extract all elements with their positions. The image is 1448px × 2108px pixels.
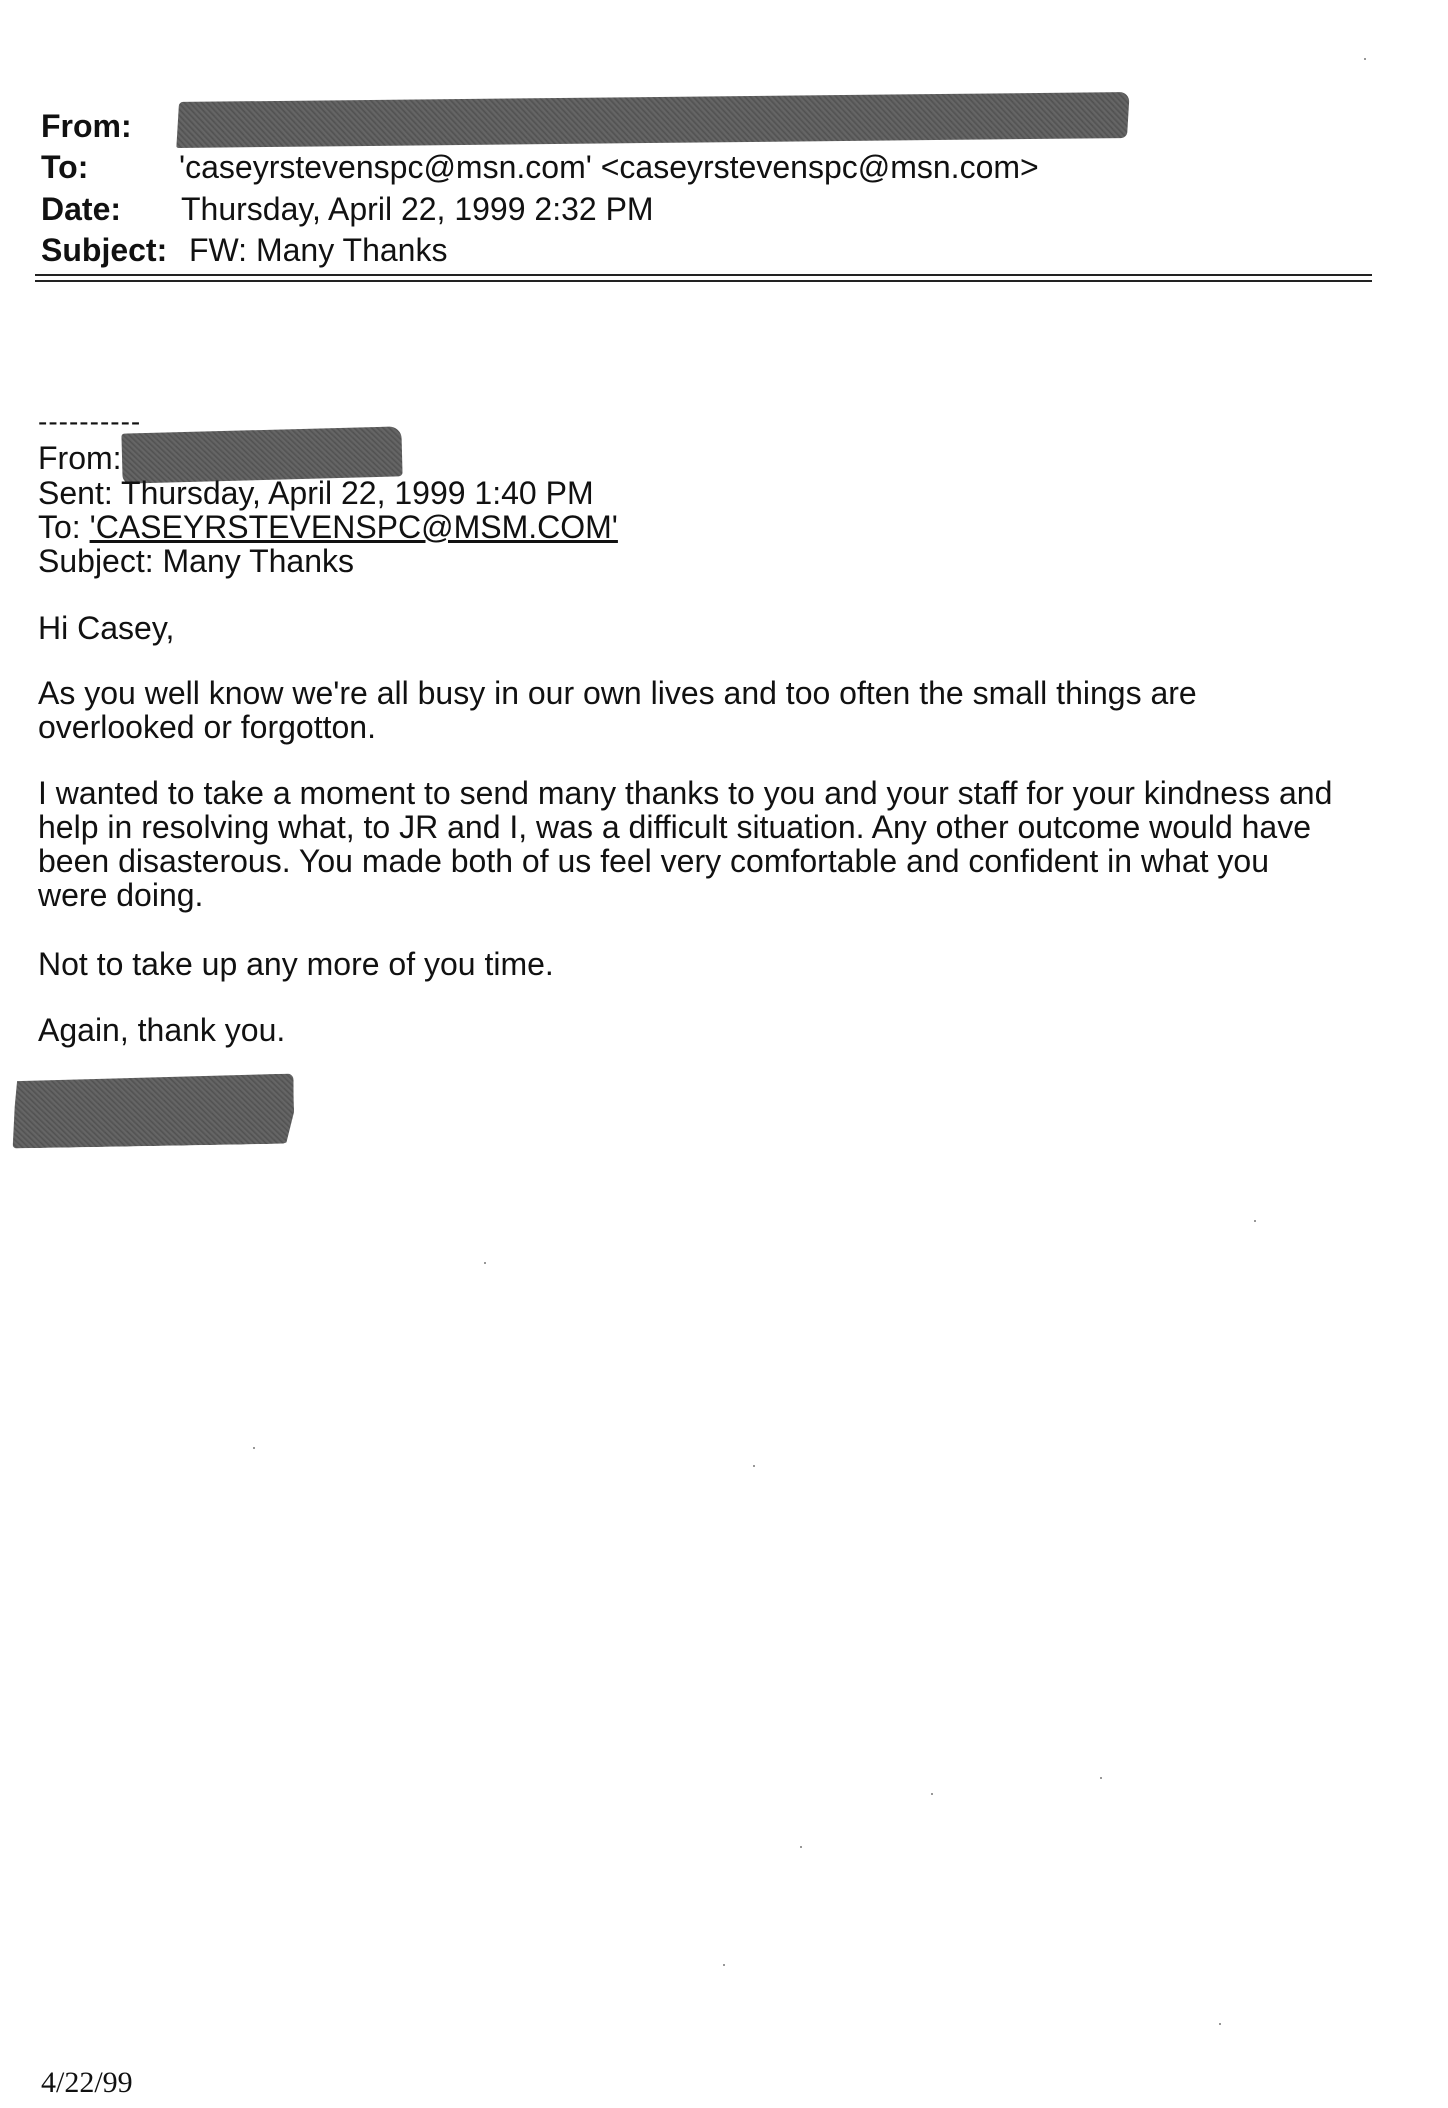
- forward-subject-label: Subject:: [38, 543, 154, 579]
- signature-redaction: [11, 1074, 294, 1149]
- scan-speck: [1364, 58, 1366, 60]
- forward-sent-label: Sent:: [38, 475, 113, 511]
- forward-separator: ----------: [38, 406, 142, 437]
- body-paragraph-4: Again, thank you.: [38, 1012, 286, 1048]
- body-paragraph-1: [38, 676, 1418, 744]
- body-greeting: Hi Casey,: [38, 610, 175, 646]
- scan-speck: [1219, 2023, 1221, 2025]
- body-paragraph-3: Not to take up any more of you time.: [38, 946, 554, 982]
- body-paragraph-1-line: As you well know we're all busy in our own lives and too often the small things are: [38, 675, 1197, 711]
- header-date-row: [41, 189, 654, 229]
- forward-to-address-link[interactable]: 'CASEYRSTEVENSPC@MSM.COM': [89, 509, 618, 545]
- header-subject-row: [41, 230, 448, 270]
- body-paragraph-2: [38, 776, 1418, 912]
- body-paragraph-2-line: been disasterous. You made both of us feel very comfortable and confident in what you: [38, 843, 1270, 879]
- header-divider-bottom: [35, 280, 1372, 282]
- forward-sent-value: Thursday, April 22, 1999 1:40 PM: [121, 475, 594, 511]
- header-to-value: 'caseyrstevenspc@msn.com' <caseyrstevenspc@msn.com>: [179, 149, 1039, 185]
- body-paragraph-1-line: overlooked or forgotton.: [38, 709, 376, 745]
- header-from-redaction: [176, 92, 1129, 148]
- scan-speck: [1100, 1777, 1102, 1779]
- forward-subject-value: Many Thanks: [162, 543, 355, 579]
- header-subject-label: Subject:: [41, 232, 168, 268]
- header-from-row: [41, 106, 132, 146]
- header-to-label: To:: [41, 149, 89, 185]
- scan-speck: [931, 1793, 933, 1795]
- header-subject-value: FW: Many Thanks: [189, 232, 448, 268]
- forward-from-label: From:: [38, 440, 122, 476]
- scan-speck: [1254, 1220, 1256, 1222]
- body-paragraph-2-line: were doing.: [38, 877, 204, 913]
- scan-speck: [484, 1262, 486, 1264]
- header-from-label: From:: [41, 108, 132, 144]
- forward-to-label: To:: [38, 509, 81, 545]
- forward-from-row: [38, 440, 122, 476]
- body-paragraph-2-line: help in resolving what, to JR and I, was a difficult situation. Any other outcome would have: [38, 809, 1312, 845]
- header-divider-top: [35, 274, 1372, 276]
- scan-speck: [723, 1964, 725, 1966]
- scan-speck: [753, 1465, 755, 1467]
- header-date-label: Date:: [41, 191, 122, 227]
- footer-date: 4/22/99: [41, 2066, 133, 2099]
- scan-speck: [253, 1447, 255, 1449]
- header-to-row: [41, 147, 1039, 187]
- header-date-value: Thursday, April 22, 1999 2:32 PM: [181, 191, 654, 227]
- forward-to-row: [38, 509, 618, 545]
- forward-sent-row: [38, 475, 594, 511]
- body-paragraph-2-line: I wanted to take a moment to send many thanks to you and your staff for your kindness and: [38, 775, 1333, 811]
- forward-subject-row: [38, 543, 354, 579]
- scan-speck: [800, 1846, 802, 1848]
